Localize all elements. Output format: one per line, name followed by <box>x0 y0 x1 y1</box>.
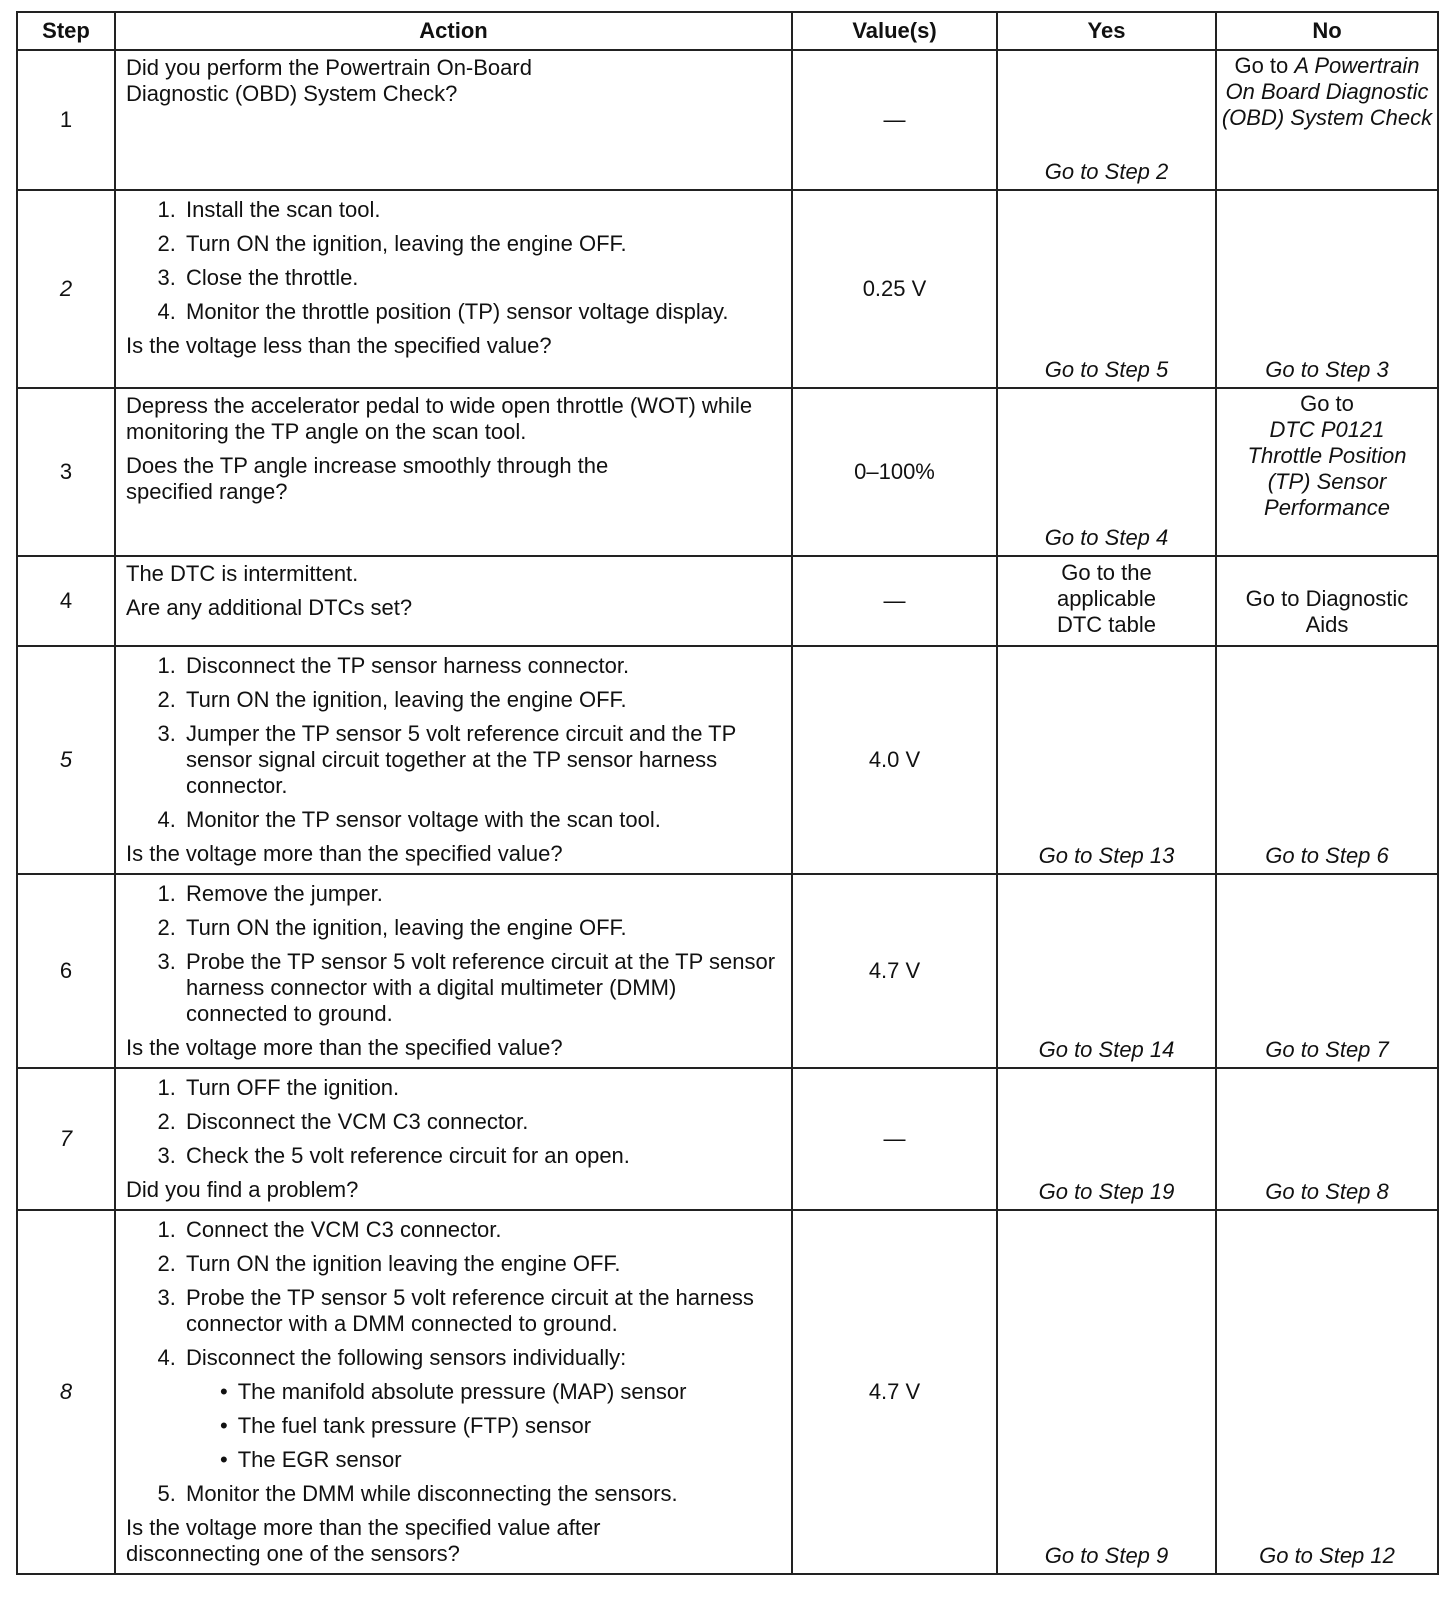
no-link[interactable]: Go to Step 12 <box>1216 1210 1438 1574</box>
no-link[interactable]: Go to Step 3 <box>1216 190 1438 388</box>
value-cell: 0–100% <box>792 388 997 556</box>
diagnostic-table <box>16 11 1439 1575</box>
action-cell <box>115 874 792 1068</box>
no-prefix: Go to <box>1234 53 1295 78</box>
list-item: 1. Connect the VCM C3 connector. <box>182 1217 781 1243</box>
list-item: 4. Monitor the throttle position (TP) sensor voltage display. <box>182 299 781 325</box>
value-cell: 4.7 V <box>792 874 997 1068</box>
step-number: 7 <box>17 1068 115 1210</box>
header-no: No <box>1216 12 1438 50</box>
list-item: 2. Turn ON the ignition, leaving the engine OFF. <box>182 915 781 941</box>
list-item: 2. Turn ON the ignition, leaving the engine OFF. <box>182 687 781 713</box>
yes-link[interactable]: Go to Step 4 <box>997 388 1216 556</box>
action-question: Is the voltage more than the specified value after disconnecting one of the sensors? <box>126 1515 601 1566</box>
no-link[interactable]: Go to Step 8 <box>1216 1068 1438 1210</box>
instruction-list <box>126 881 781 1027</box>
list-item: 3. Probe the TP sensor 5 volt reference circuit at the TP sensor harness connector with a digital multimeter (DMM) connected to ground. <box>182 949 781 1027</box>
list-item: 4. Monitor the TP sensor voltage with the scan tool. <box>182 807 781 833</box>
list-item: 2. Turn ON the ignition leaving the engine OFF. <box>182 1251 781 1277</box>
value-cell: — <box>792 50 997 190</box>
table-row-step-3 <box>17 388 1438 556</box>
action-question: Is the voltage less than the specified value? <box>126 333 552 358</box>
list-item: 2. Disconnect the VCM C3 connector. <box>182 1109 781 1135</box>
bullet-item: • The manifold absolute pressure (MAP) sensor <box>216 1379 781 1405</box>
value-cell: 4.7 V <box>792 1210 997 1574</box>
no-link-text: Go to Diagnostic Aids <box>1245 586 1409 637</box>
no-link[interactable] <box>1216 556 1438 646</box>
instruction-list <box>126 1075 781 1169</box>
yes-link[interactable]: Go to Step 13 <box>997 646 1216 874</box>
bullet-item: • The fuel tank pressure (FTP) sensor <box>216 1413 781 1439</box>
instruction-list <box>126 197 781 325</box>
no-link[interactable] <box>1216 50 1438 190</box>
no-prefix: Go to <box>1300 391 1354 416</box>
list-item: 1. Disconnect the TP sensor harness connector. <box>182 653 781 679</box>
action-question: Is the voltage more than the specified value? <box>126 841 563 866</box>
action-question: Does the TP angle increase smoothly through the specified range? <box>126 453 609 504</box>
table-row-step-2 <box>17 190 1438 388</box>
list-item: 2. Turn ON the ignition, leaving the engine OFF. <box>182 231 781 257</box>
step-number: 6 <box>17 874 115 1068</box>
action-text: Depress the accelerator pedal to wide open throttle (WOT) while monitoring the TP angle on the scan tool. <box>126 393 753 444</box>
sensor-list <box>186 1379 781 1473</box>
action-cell <box>115 1210 792 1574</box>
table-row-step-6 <box>17 874 1438 1068</box>
action-question: Is the voltage more than the specified value? <box>126 1035 563 1060</box>
header-yes: Yes <box>997 12 1216 50</box>
instruction-list <box>126 653 781 833</box>
action-cell <box>115 388 792 556</box>
yes-link[interactable]: Go to Step 19 <box>997 1068 1216 1210</box>
instruction-list <box>126 1217 781 1507</box>
action-cell <box>115 1068 792 1210</box>
step-number: 5 <box>17 646 115 874</box>
list-item: 1. Remove the jumper. <box>182 881 781 907</box>
action-cell <box>115 50 792 190</box>
list-item: 1. Install the scan tool. <box>182 197 781 223</box>
no-link[interactable]: Go to Step 7 <box>1216 874 1438 1068</box>
action-text: The DTC is intermittent. <box>126 561 359 586</box>
no-link-text: A Powertrain On Board Diagnostic (OBD) System Check <box>1221 53 1433 130</box>
action-cell <box>115 190 792 388</box>
diagnostic-table-sheet <box>16 11 1439 1575</box>
no-link-text: DTC P0121 Throttle Position (TP) Sensor Performance <box>1247 417 1407 520</box>
list-item <box>182 1345 781 1473</box>
yes-link[interactable]: Go to Step 2 <box>997 50 1216 190</box>
step-number: 3 <box>17 388 115 556</box>
list-item: 3. Jumper the TP sensor 5 volt reference circuit and the TP sensor signal circuit together at the TP sensor harness connector. <box>182 721 781 799</box>
yes-link[interactable]: Go to Step 9 <box>997 1210 1216 1574</box>
list-item-text: Disconnect the following sensors individually: <box>186 1345 627 1370</box>
header-values: Value(s) <box>792 12 997 50</box>
action-question: Did you find a problem? <box>126 1177 359 1202</box>
table-header-row <box>17 12 1438 50</box>
action-text: Did you perform the Powertrain On-Board Diagnostic (OBD) System Check? <box>126 55 532 106</box>
step-number: 4 <box>17 556 115 646</box>
list-item: 1. Turn OFF the ignition. <box>182 1075 781 1101</box>
list-item: 3. Probe the TP sensor 5 volt reference circuit at the harness connector with a DMM connected to ground. <box>182 1285 781 1337</box>
table-row-step-5 <box>17 646 1438 874</box>
list-item: 3. Check the 5 volt reference circuit for an open. <box>182 1143 781 1169</box>
yes-link[interactable]: Go to Step 14 <box>997 874 1216 1068</box>
action-question: Are any additional DTCs set? <box>126 595 413 620</box>
step-number: 8 <box>17 1210 115 1574</box>
header-action: Action <box>115 12 792 50</box>
action-cell <box>115 646 792 874</box>
value-cell: 0.25 V <box>792 190 997 388</box>
list-item: 3. Close the throttle. <box>182 265 781 291</box>
value-cell: — <box>792 1068 997 1210</box>
table-row-step-1 <box>17 50 1438 190</box>
value-cell: 4.0 V <box>792 646 997 874</box>
value-cell: — <box>792 556 997 646</box>
no-link[interactable] <box>1216 388 1438 556</box>
step-number: 2 <box>17 190 115 388</box>
yes-link[interactable] <box>997 556 1216 646</box>
header-step: Step <box>17 12 115 50</box>
step-number: 1 <box>17 50 115 190</box>
table-row-step-4 <box>17 556 1438 646</box>
yes-link-text: Go to the applicable DTC table <box>1056 560 1157 637</box>
table-row-step-7 <box>17 1068 1438 1210</box>
table-row-step-8 <box>17 1210 1438 1574</box>
yes-link[interactable]: Go to Step 5 <box>997 190 1216 388</box>
no-link[interactable]: Go to Step 6 <box>1216 646 1438 874</box>
list-item: 5. Monitor the DMM while disconnecting the sensors. <box>182 1481 781 1507</box>
bullet-item: • The EGR sensor <box>216 1447 781 1473</box>
action-cell <box>115 556 792 646</box>
